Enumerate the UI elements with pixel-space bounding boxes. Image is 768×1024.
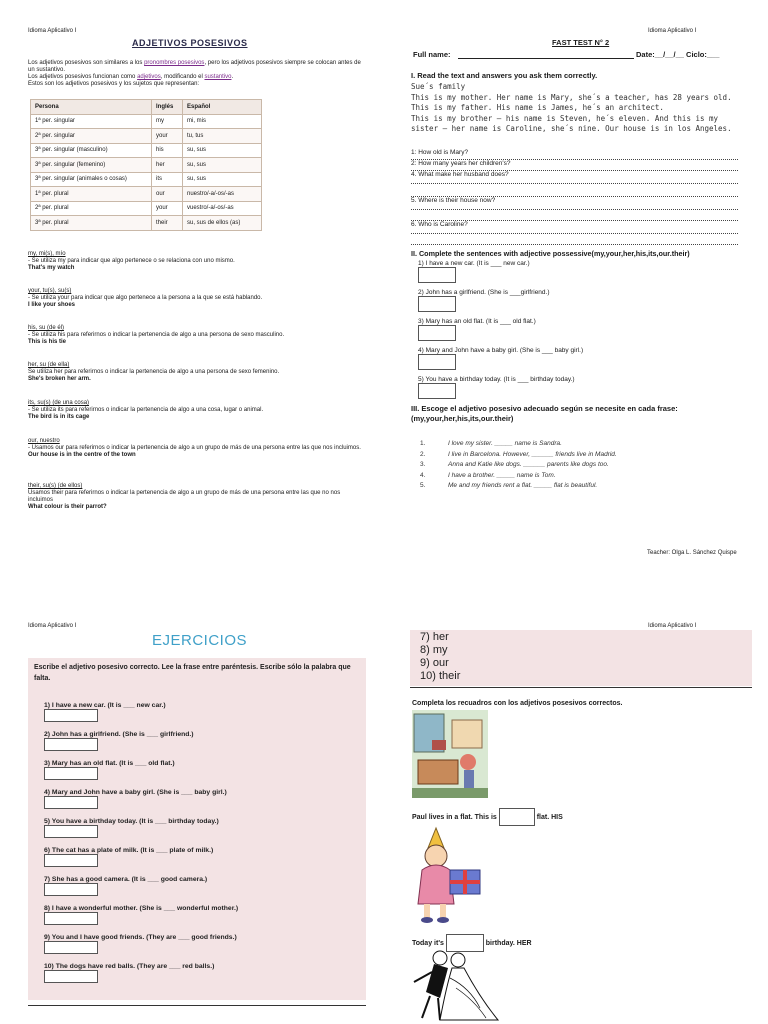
full-name-label: Full name: (413, 50, 451, 59)
question-line: 4. What make her husband does? (411, 171, 738, 184)
table-row: 1ª per. plural our nuestro/-a/-os/-as (31, 187, 262, 202)
answer-box[interactable] (44, 854, 98, 867)
answer-box[interactable] (44, 883, 98, 896)
answer-box[interactable] (44, 709, 98, 722)
answer-item: 7) her (420, 631, 449, 643)
link-adjetivos[interactable]: adjetivos (137, 74, 161, 80)
explanation-block: my, mi(s), mío - Se utiliza my para indicar que algo pertenece o se relaciona con uno mismo. That's my watch (28, 251, 235, 271)
section2-items: 1) I have a new car. (It is ___ new car.) 2) John has a girlfriend. (She is ___girlfriend.) 3) Mary has an old flat. (It is ___ old flat.) 4) Mary and John have a baby girl. (She is ___ baby girl.) 5) You have a birthday today. (It is ___ birthday today.) (418, 260, 583, 405)
questions-block (411, 149, 738, 245)
answer-box[interactable] (44, 970, 98, 983)
section1-title: I. Read the text and answers you ask them correctly. (411, 71, 598, 80)
table-row: 3ª per. singular (femenino) her su, sus (31, 158, 262, 173)
section3-title: III. Escoge el adjetivo posesivo adecuado según se necesite en cada frase: (my,your,her,his,its,our.their) (411, 404, 678, 423)
page-title: ADJETIVOS POSESIVOS (132, 38, 248, 48)
question-line: 6. Who is Caroline? (411, 221, 738, 234)
answer-box[interactable] (418, 296, 456, 312)
ejercicios-title: EJERCICIOS (152, 632, 248, 649)
answers-list (420, 631, 460, 683)
table-row: 2ª per. singular your tu, tus (31, 129, 262, 144)
living-room-illustration (412, 710, 488, 798)
section2-title: II. Complete the sentences with adjective possessive(my,your,her,his,its,our.their) (411, 249, 690, 258)
birthday-girl-illustration (414, 826, 490, 924)
table-row: 3ª per. singular (masculino) his su, sus (31, 143, 262, 158)
header-label-4: Idioma Aplicativo I (648, 623, 697, 629)
answer-box[interactable] (44, 941, 98, 954)
header-label: Idioma Aplicativo I (28, 28, 77, 34)
answer-box[interactable] (44, 912, 98, 925)
col-espanol: Español (183, 100, 262, 115)
answer-box[interactable] (418, 325, 456, 341)
answer-box[interactable] (44, 767, 98, 780)
answer-item: 9) our (420, 657, 449, 669)
table-row: 3ª per. singular (animales o cosas) its su, sus (31, 172, 262, 187)
divider (410, 687, 752, 688)
intro-paragraph: Los adjetivos posesivos son similares a los pronombres posesivos, pero los adjetivos posesivos siempre se colocan antes de un sustantivo. Los adjetivos posesivos funcionan como adjetivos, modificando el sustantivo. Estos son los adjetivos posesivos y los sujetos que representan: (28, 60, 361, 87)
date-cycle-label: Date:__/__/__ Ciclo:___ (636, 50, 720, 59)
link-pronombres[interactable]: pronombres posesivos (144, 60, 205, 66)
answer-box[interactable] (44, 825, 98, 838)
answer-box[interactable] (499, 808, 535, 826)
explanation-block: their, su(s) (de ellos) Usamos their para referirnos o indicar la pertenencia de algo a un grupo de más de una persona entre las que no nos incluimos What colour is their parrot? (28, 483, 341, 510)
table-row: 2ª per. plural your vuestro/-a/-os/-as (31, 201, 262, 216)
explanation-block: our, nuestro - Usamos our para referirnos o indicar la pertenencia de algo a un grupo de más de una persona entre las que nos incluimos. Our house is in the centre of the town (28, 438, 361, 458)
answer-box[interactable] (44, 738, 98, 751)
link-sustantivo[interactable]: sustantivo (204, 74, 232, 80)
answers-band (410, 630, 752, 686)
wedding-couple-illustration (410, 948, 502, 1022)
possessives-table (30, 99, 262, 231)
test-title: FAST TEST N° 2 (552, 38, 610, 47)
section3-items: 1. I love my sister. _____ name is Sandra. 2. I live in Barcelona. However, ______ friends live in Madrid. 3. Anna and Katie like dogs. ______ parents like dogs too. 4. I have a brother. _____ name is Tom. 5. Me and my friends rent a flat. _____ flat is beautiful. (420, 440, 617, 489)
reading-text: Sue´s family This is my mother. Her name is Mary, she´s a teacher, has 28 years old. This is my father. His name is James, he´s an architect. This is my brother – his name is Steven, he´s eleven. And this is my sister – her name is Caroline, she´s nine. Our house is in los Angeles. (411, 82, 732, 133)
question-line: 2: How many years her children's? (411, 160, 738, 171)
table-row: 3ª per. plural their su, sus de ellos (as) (31, 216, 262, 231)
explanation-block: her, su (de ella) Se utiliza her para referirnos o indicar la pertenencia de algo a una persona de sexo femenino. She's broken her arm. (28, 362, 280, 382)
question-line: 1: How old is Mary? (411, 149, 738, 160)
explanation-block: your, tu(s), su(s) - Se utiliza your para indicar que algo pertenece a la persona a la que se está hablando. I like your shoes (28, 288, 263, 308)
answer-item: 8) my (420, 644, 448, 656)
table-row: 1ª per. singular my mi, mis (31, 114, 262, 129)
header-label-2: Idioma Aplicativo I (648, 28, 697, 34)
answer-box[interactable] (44, 796, 98, 809)
answer-box[interactable] (418, 354, 456, 370)
divider (28, 1005, 366, 1006)
answer-box[interactable] (418, 267, 456, 283)
explanation-block: its, su(s) (de una cosa) - Se utiliza its para referirnos o indicar la pertenencia de algo a una cosa, lugar o animal. The bird is in its cage (28, 400, 264, 420)
question-line: 5. Where is their house now? (411, 197, 738, 210)
fill-instruction: Completa los recuadros con los adjetivos posesivos correctos. (412, 700, 623, 707)
exercise-instruction: Escribe el adjetivo posesivo correcto. Lee la frase entre paréntesis. Escribe sólo la palabra que falta. (34, 664, 351, 682)
full-name-field[interactable] (458, 58, 634, 59)
answer-item: 10) their (420, 670, 461, 682)
explanations (28, 251, 363, 511)
teacher-name: Teacher: Olga L. Sánchez Quispe (647, 550, 737, 556)
header-label-3: Idioma Aplicativo I (28, 623, 77, 629)
sentence-2: Today it's birthday. HER (412, 934, 532, 952)
col-ingles: Inglés (152, 100, 183, 115)
explanation-block: his, su (de él) - Se utiliza his para referirnos o indicar la pertenencia de algo a una persona de sexo masculino. This is his tie (28, 325, 285, 345)
col-persona: Persona (31, 100, 152, 115)
exercise-items: 1) I have a new car. (It is ___ new car.) 2) John has a girlfriend. (She is ___ girlfriend.) 3) Mary has an old flat. (It is ___ old flat.) 4) Mary and John have a baby girl. (She is ___ baby girl.) 5) You have a birthday today. (It is ___ birthday today.) 6) The cat has a plate of milk. (It is ___ plate of milk.) 7) She has a good camera. (It is ___ good camera.) 8) I have a wonderful mother. (She is ___ wonderful mother.) 9) You and I have good friends. (They are ___ good friends.) 10) The dogs have red balls. (They are ___ red balls.) (44, 702, 238, 992)
answer-box[interactable] (418, 383, 456, 399)
sentence-1: Paul lives in a flat. This is flat. HIS (412, 808, 563, 826)
